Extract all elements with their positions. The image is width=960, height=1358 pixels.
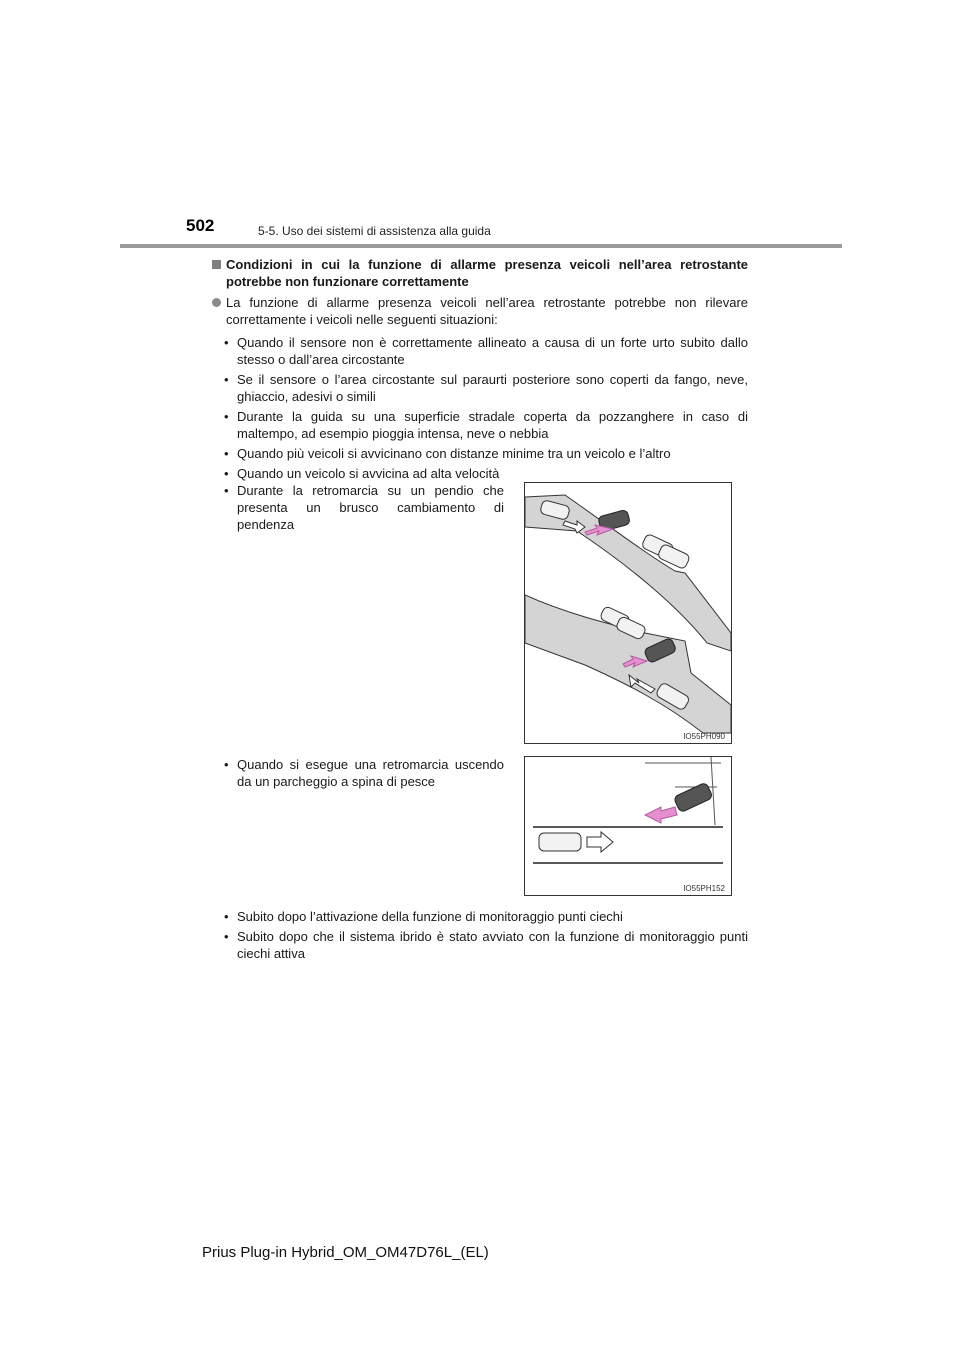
parking-diagram (525, 757, 731, 895)
heading-text: Condizioni in cui la funzione di allarme presenza veicoli nell’area retrostante potrebbe non funzionare correttamente (226, 257, 748, 289)
arrow-icon (645, 807, 677, 823)
list-item: • Durante la guida su una superficie stradale coperta da pozzanghere in caso di maltempo, ad esempio pioggia intensa, neve o nebbia (224, 409, 748, 441)
figure-caption-parking: • Quando si esegue una retromarcia uscendo da un parcheggio a spina di pesce (224, 757, 504, 789)
figure-row-parking (212, 756, 748, 898)
condition-heading (212, 256, 748, 290)
footer-document-id: Prius Plug-in Hybrid_OM_OM47D76L_(EL) (202, 1244, 489, 1261)
page-number: 502 (186, 216, 215, 235)
list-item: • Quando il sensore non è correttamente allineato a causa di un forte urto subito dallo stesso o dall’area circostante (224, 335, 748, 367)
list-item: • Subito dopo che il sistema ibrido è stato avviato con la funzione di monitoraggio punti ciechi attiva (224, 929, 748, 961)
figure-label-parking: IO55PH152 (683, 884, 725, 893)
slope-diagram (525, 483, 731, 743)
main-content (212, 256, 748, 485)
circle-bullet-icon (212, 298, 221, 307)
list-item: • Se il sensore o l’area circostante sul paraurti posteriore sono coperti da fango, neve, ghiaccio, adesivi o simili (224, 372, 748, 404)
list-item: • Quando un veicolo si avvicina ad alta velocità (224, 466, 500, 481)
condition-list (212, 334, 748, 482)
header-rule (120, 244, 842, 248)
intro-text: La funzione di allarme presenza veicoli nell’area retrostante potrebbe non rilevare correttamente i veicoli nelle seguenti situazioni: (226, 295, 748, 327)
figure-label-slope: IO55PH090 (683, 732, 725, 741)
slope-illustration (524, 482, 732, 744)
arrow-icon (587, 832, 613, 852)
figure-row-slope (212, 482, 748, 748)
figure-caption-slope: • Durante la retromarcia su un pendio che presenta un brusco cambiamento di pendenza (224, 483, 504, 532)
car-icon (539, 833, 581, 851)
square-bullet-icon (212, 260, 221, 269)
list-item: • Quando più veicoli si avvicinano con distanze minime tra un veicolo e l’altro (224, 446, 671, 461)
list-item: • Subito dopo l’attivazione della funzione di monitoraggio punti ciechi (224, 909, 623, 924)
intro-paragraph (212, 294, 748, 328)
section-title: 5-5. Uso dei sistemi di assistenza alla guida (258, 224, 491, 238)
bottom-list (212, 908, 748, 965)
parking-illustration (524, 756, 732, 896)
